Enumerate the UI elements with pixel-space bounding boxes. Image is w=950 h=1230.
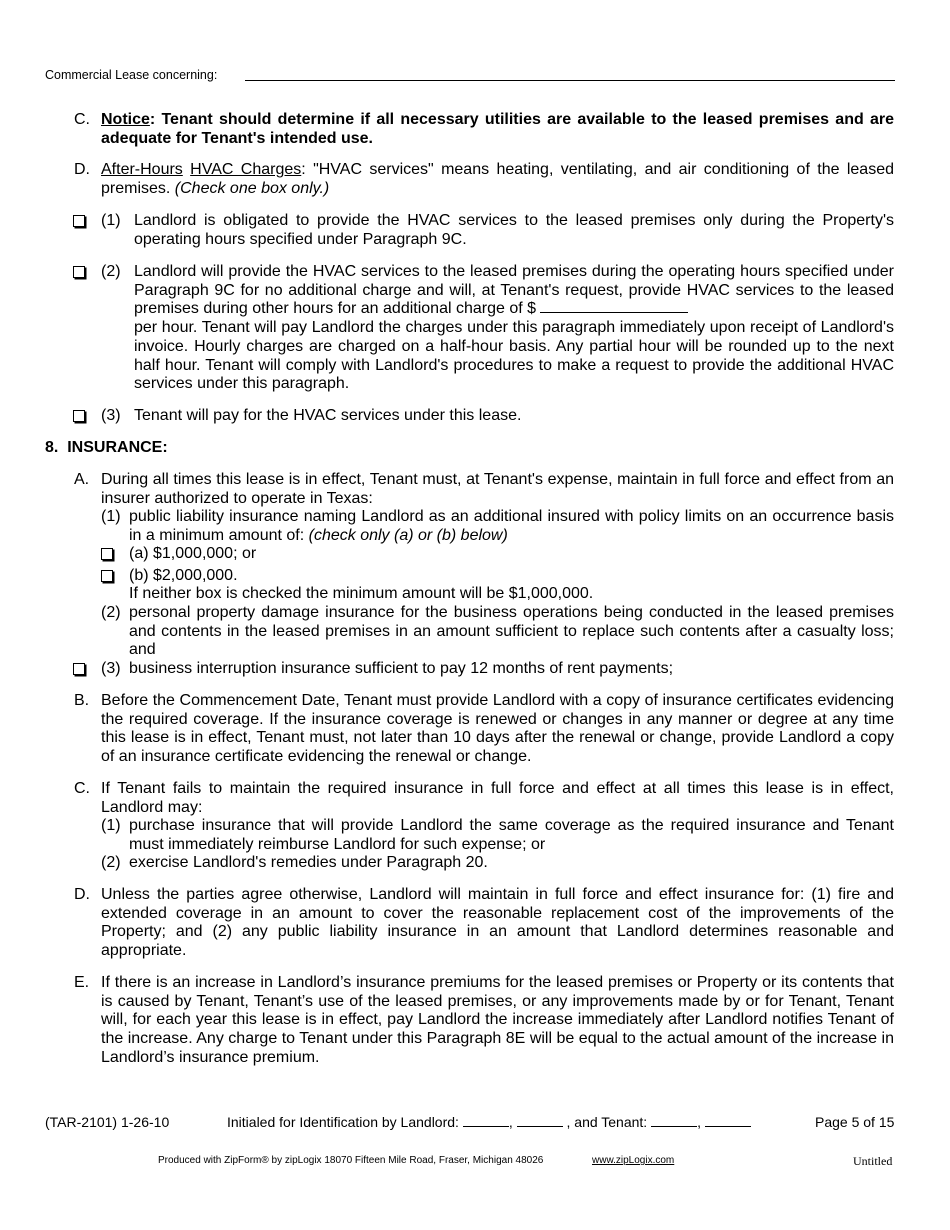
page-number: Page 5 of 15 — [815, 1114, 895, 1130]
item-letter: E. — [74, 974, 90, 991]
item-number: (2) — [101, 604, 121, 621]
hvac-option-3-text: Tenant will pay for the HVAC services under this lease. — [134, 407, 522, 424]
section-8d-text: Unless the parties agree otherwise, Landlord will maintain in full force and effect insurance for: (1) fire and extended coverage in an amount to cover the reasonable replacement cost of the improvements of the Property; and (2) any public liability insurance in an amount that Landlord determines reasonable and appropriate. — [101, 886, 894, 960]
section-7d-hvac: After-Hours HVAC Charges: "HVAC services" means heating, ventilating, and air conditioning of the leased premises. (Check one box only.) — [101, 161, 894, 197]
hvac-option-1-text: Landlord is obligated to provide the HVAC services to the leased premises only during the Property's operating hours specified under Paragraph 9C. — [134, 212, 894, 248]
hvac-option-1-checkbox[interactable] — [73, 215, 85, 227]
option-number: (2) — [101, 263, 121, 280]
item-number: (2) — [101, 854, 121, 871]
item-letter: B. — [74, 692, 90, 709]
section-8c-text: If Tenant fails to maintain the required insurance in full force and effect at all times this lease is in effect, Landlord may: — [101, 780, 894, 816]
document-name: Untitled — [853, 1154, 893, 1168]
item-letter: C. — [74, 111, 90, 128]
section-8-heading: 8. INSURANCE: — [45, 439, 168, 456]
business-interruption-checkbox[interactable] — [73, 663, 85, 675]
hvac-option-2-checkbox[interactable] — [73, 266, 85, 278]
hvac-option-2-text: Landlord will provide the HVAC services to the leased premises during the operating hours specified under Paragraph 9C for no additional charge and will, at Tenant's request, provide HVAC services to the leased premises during other hours for an additional charge of $ per hour. Tenant will pay Landlord the charges under this paragraph immediately upon receipt of Landlord's invoice. Hourly charges are charged on a half-hour basis. Any partial hour will be rounded up to the next half hour. Tenant will comply with Landlord's procedures to make a request to provide the additional HVAC services under this paragraph. — [134, 263, 894, 393]
landlord-initial-2[interactable] — [517, 1126, 563, 1127]
item-number: (3) — [101, 660, 121, 677]
section-8a-item-3: business interruption insurance sufficient to pay 12 months of rent payments; — [129, 660, 674, 677]
coverage-option-b: (b) $2,000,000. — [129, 567, 238, 584]
landlord-initial-1[interactable] — [463, 1126, 509, 1127]
property-address-line[interactable] — [245, 80, 895, 81]
hvac-hourly-charge-field[interactable] — [540, 312, 688, 313]
item-number: (1) — [101, 817, 121, 834]
item-letter: A. — [74, 471, 90, 488]
ziplogix-link[interactable]: www.zipLogix.com — [592, 1155, 675, 1166]
coverage-default-note: If neither box is checked the minimum amount will be $1,000,000. — [129, 585, 594, 602]
section-8e-text: If there is an increase in Landlord’s insurance premiums for the leased premises or Property or its contents that is caused by Tenant, Tenant’s use of the leased premises, or any improvements made by or for Tenant, Tenant will, for each year this lease is in effect, pay Landlord the increase immediately after Landlord notifies Tenant of the increase. Any charge to Tenant under this Paragraph 8E will be equal to the actual amount of the increase in Landlord’s insurance premium. — [101, 974, 894, 1066]
section-8c-item-2: exercise Landlord's remedies under Paragraph 20. — [129, 854, 488, 871]
section-8b-text: Before the Commencement Date, Tenant must provide Landlord with a copy of insurance certificates evidencing the required coverage. If the insurance coverage is renewed or changes in any manner or degree at any time this lease is in effect, Tenant must, not later than 10 days after the renewal or change, provide Landlord a copy of an insurance certificate evidencing the renewal or change. — [101, 692, 894, 766]
item-letter: C. — [74, 780, 90, 797]
option-number: (3) — [101, 407, 121, 424]
notice-title: Notice — [101, 111, 150, 128]
item-letter: D. — [74, 886, 90, 903]
item-number: (1) — [101, 508, 121, 525]
section-8c-item-1: purchase insurance that will provide Landlord the same coverage as the required insurance and Tenant must immediately reimburse Landlord for such expense; or — [129, 817, 894, 853]
item-letter: D. — [74, 161, 90, 178]
header-label: Commercial Lease concerning: — [45, 68, 218, 82]
coverage-option-a: (a) $1,000,000; or — [129, 545, 257, 562]
form-id: (TAR-2101) 1-26-10 — [45, 1114, 170, 1130]
hvac-option-3-checkbox[interactable] — [73, 410, 85, 422]
tenant-initial-1[interactable] — [651, 1126, 697, 1127]
coverage-2m-checkbox[interactable] — [101, 570, 113, 582]
section-8a-item-1: public liability insurance naming Landlord as an additional insured with policy limits on an occurrence basis in a minimum amount of: (check only (a) or (b) below) — [129, 508, 894, 544]
coverage-1m-checkbox[interactable] — [101, 548, 113, 560]
tenant-initial-2[interactable] — [705, 1126, 751, 1127]
section-8a-text: During all times this lease is in effect, Tenant must, at Tenant's expense, maintain in full force and effect from an insurer authorized to operate in Texas: — [101, 471, 894, 507]
produced-by: Produced with ZipForm® by zipLogix 18070 Fifteen Mile Road, Fraser, Michigan 48026 — [158, 1155, 544, 1166]
section-7c-notice: Notice: Tenant should determine if all necessary utilities are available to the leased premises and are adequate for Tenant's intended use. — [101, 111, 894, 147]
initials-line: Initialed for Identification by Landlord: , , and Tenant: , — [227, 1114, 751, 1130]
option-number: (1) — [101, 212, 121, 229]
section-8a-item-2: personal property damage insurance for the business operations being conducted in the leased premises and contents in the leased premises in an amount sufficient to replace such contents after a casualty loss; and — [129, 604, 894, 659]
